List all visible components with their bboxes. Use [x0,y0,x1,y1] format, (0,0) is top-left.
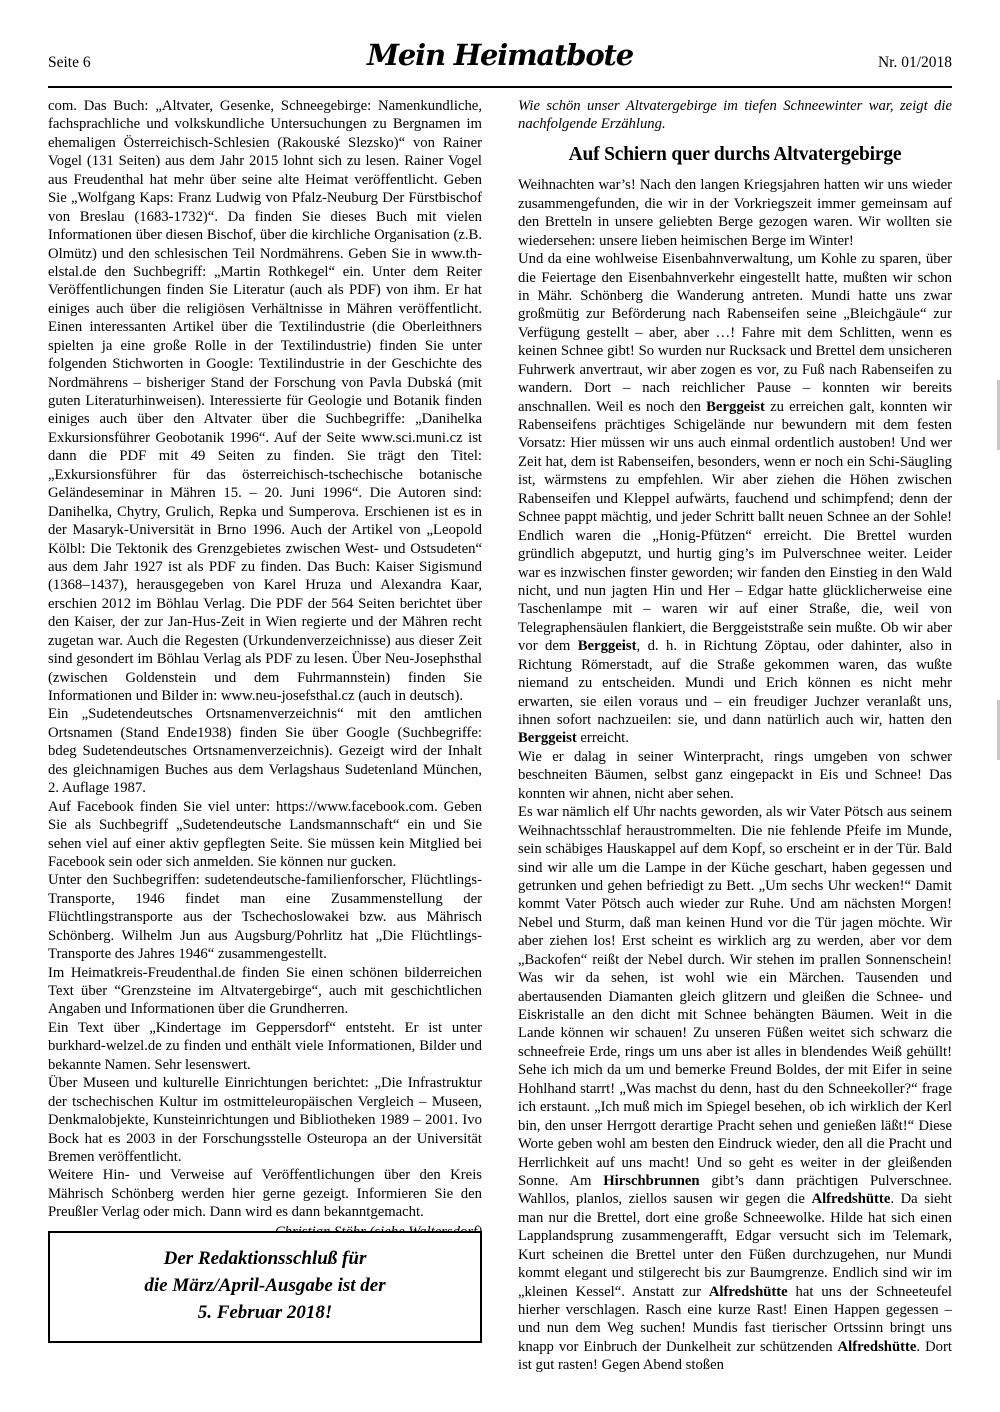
paragraph: Weihnachten war’s! Nach den langen Kriegsjahren hatten wir uns wieder zusammengefunden, die wir in der Vorkriegszeit immer gemeinsam auf den Bretteln in unsere geliebten Berge gezogen waren. Wir wollten sie wiedersehen: unsere lieben heimischen Berge im Winter! [518,177,952,249]
publication-title: Mein Heimatbote [367,38,633,72]
page-number: Seite 6 [48,54,91,71]
issue-number: Nr. 01/2018 [877,54,952,71]
article-intro: Wie schön unser Altvatergebirge im tiefen Schneewinter war, zeigt die nachfolgende Erzählung. [518,98,952,133]
notice-line-1: Der Redaktionsschluß für [163,1248,367,1269]
paragraph: Und da eine wohlweise Eisenbahnverwaltung, um Kohle zu sparen, über die Feiertage den Eisenbahnverkehr eingestellt hatte, mußten wir schon in Mähr. Schönberg die Wanderung antreten. Mundi hatte uns zwar großmütig zur Beförderung nach Rabenseifen seine „Bleichgäule“ zur Verfügung gestellt – aber, aber …! Fahre mit dem Schlitten, wenn es keinen Schnee gibt! So wurden nur Rucksack und Brettel dem unsicheren Fuhrwerk anvertraut, wir aber zogen es vor, zu Fuß nach Rabenseifen zu wandern. Dort – nach reichlicher Pause – konnten wir bereits anschnallen. Weil es noch den Berggeist zu erreichen galt, konnten wir Rabenseifens prächtiges Schigelände nur bewundern mit dem festen Vorsatz: Hier müssen wir uns auch einmal ordentlich austoben! Und wer Zeit hat, dem ist Rabenseifen, besonders, wenn er noch ein Schi-Säugling ist, wärmstens zu empfehlen. Wir aber ziehen die Höhen zwischen Rabenseifen und Kleppel aufwärts, fauchend und schimpfend; denn der Schnee pappt mächtig, und jeder Schritt ballt neuen Schnee an der Sohle! Endlich waren die „Honig-Pfützen“ erreicht. Die Brettel wurden gründlich abgeputzt, und hurtig ging’s im Pulverschnee weiter. Leider war es inzwischen finster geworden; wir fanden den Einstieg in den Wald nicht, und nun jagten Hin und Her – Edgar hatte glücklicherweise eine Taschenlampe mit – waren wir auf einer Straße, die, weil von Telegraphensäulen flankiert, die Berggeiststraße sein mußte. Ob wir aber vor dem Berggeist, d. h. in Richtung Zöptau, oder dahinter, also in Richtung Römerstadt, auf die Straße gekommen waren, das wußte niemand zu entscheiden. Mundi und Erich können es nicht mehr erwarten, sie eilen voraus und – ein freudiger Juchzer veranlaßt uns, ihnen sofort nachzueilen: sie, und dann natürlich auch wir, hatten den Berggeist erreicht. [518,251,952,747]
left-column [48,97,482,1323]
notice-line-2: die März/April-Ausgabe ist der [144,1274,386,1296]
paragraph: Auf Facebook finden Sie viel unter: https://www.facebook.com. Geben Sie als Suchbegriff „Sudetendeutsche Landsmannschaft“ ein und Sie sehen viel auf einer aktiv gepflegten Seite. Sie müssen kein Mitglied bei Facebook sein oder sich anmelden. Sie können nur gucken. [48,798,482,870]
paragraph: Im Heimatkreis-Freudenthal.de finden Sie einen schönen bilderreichen Text über “Grenzsteine im Altvatergebirge“, auch mit geschichtlichen Angaben und Informationen über die Grundherren. [48,964,482,1018]
editorial-deadline-box [48,1231,482,1343]
paragraph: Weitere Hin- und Verweise auf Veröffentlichungen über den Kreis Mährisch Schönberg werden hier gerne gezeigt. Informieren Sie den Preußler Verlag oder mich. Dann wird es dann bekanntgemacht. [48,1167,482,1221]
article-headline: Auf Schiern quer durchs Altvatergebirge [568,143,902,165]
notice-line-3: 5. Februar 2018! [197,1301,333,1323]
paragraph: Unter den Suchbegriffen: sudetendeutsche-familienforscher, Flüchtlings-Transporte, 1946 findet man eine Zusammenstellung der Flüchtlingstransporte aus der Tschechoslowakei bzw. aus Mährisch Schönberg. Wilhelm Jun aus Augsburg/Pohrlitz hat „Die Flüchtlings-Transporte des Jahres 1946“ zusammengestellt. [48,872,482,963]
header-divider [48,86,952,88]
article-columns [48,97,952,1387]
paragraph: Ein Text über „Kindertage im Geppersdorf“ entsteht. Er ist unter burkhard-welzel.de zu finden und enthält viele Informationen, Bilder und bekannte Namen. Sehr lesenswert. [48,1019,482,1073]
paragraph: Wie er dalag in seiner Winterpracht, rings umgeben von schwer beschneiten Bäumen, selbst ganz eingepackt in Eis und Schnee! Das konnten wir ahnen, nicht aber sehen. [518,748,952,802]
paragraph: Es war nämlich elf Uhr nachts geworden, als wir Vater Pötsch aus seinem Weihnachtsschlaf heraustrommelten. Die nie fehlende Pfeife im Munde, sein schäbiges Hauskappel auf dem Kopf, so erscheint er in der Tür. Bald sind wir alle um die Lampe in der Küche geschart, haben gegessen und getrunken und gehen befriedigt zu Bett. „Um sechs Uhr wecken!“ Damit kommt Vater Pötsch auch wieder zur Ruhe. Und am nächsten Morgen! Nebel und Sturm, daß man keinen Hund vor die Tür jagen möchte. Wir aber ziehen los! Erst scheint es wirklich arg zu werden, aber vor dem „Backofen“ reißt der Nebel durch. Wir stehen im prallen Sonnenschein! Was wir da sehen, ist wohl wie ein Märchen. Tausenden und abertausenden Diamanten gleich glitzern und gleißen die Schnee- und Eiskristalle an den dicht mit Schnee behängten Bäumen. Weit in die Lande können wir schauen! Zu unseren Füßen weitet sich schwarz die schneefreie Erde, rings um uns aber ist alles in blendendes Weiß gehüllt! Sehe ich mich da um und bemerke Freund Boldes, der mit Eifer in seine Hohlhand starrt! „Was machst du denn, hast du den Schneekoller?“ frage ich erstaunt. „Ich muß mich im Spiegel besehen, ob ich wirklich der Kerl bin, den unser Herrgott derartige Pracht sehen und genießen läßt!“ Diese Worte geben wohl am besten den Eindruck wieder, den all die Pracht und Herrlichkeit auf uns macht! Und so geht es weiter in der gleißenden Sonne. Am Hirschbrunnen gibt’s dann prächtigen Pulverschnee. Wahllos, planlos, ziellos sausen wir gegen die Alfredshütte. Da sieht man nur die Brettel, dort eine große Schneewolke. Hilde hat sich einen Lapplandsprung zusammengerafft, Edgar versucht sich im Telemark, Kurt scheinen die Brettel unter den Füßen durchzugehen, nur Mundi kommt elegant und stilgerecht bis zur Baumgrenze. Endlich sind wir im „kleinen Kessel“. Anstatt zur Alfredshütte hat uns der Schneeteufel hierher verschlagen. Rasch eine kurze Rast! Einen Happen gegessen – und nun dem Weg suchen! Mundis fast tierischer Ortssinn bringt uns knapp vor Einbruch der Dunkelheit zur schützenden Alfredshütte. Dort ist gut rasten! Gegen Abend stoßen [518,804,953,1374]
paragraph: com. Das Buch: „Altvater, Gesenke, Schneegebirge: Namenkundliche, fachsprachliche und volkskundliche Untersuchungen zu Bergnamen im ehemaligen Österreichisch-Schlesien (Rakouské Slezsko)“ von Rainer Vogel (131 Seiten) aus dem Jahr 2015 lohnt sich zu lesen. Rainer Vogel aus Freudenthal hat mehr über seine alte Heimat veröffentlicht. Geben Sie „Wolfgang Kaps: Franz Ludwig von Pfalz-Neuburg Der Fürstbischof von Breslau (1683-1732)“. Da finden Sie dieses Buch mit vielen Informationen über diesen Bischof, über die kirchliche Organisation (z.B. Olmütz) und den schlesischen Teil Nordmährens. Geben Sie in www.th-elstal.de den Suchbegriff: „Martin Rothkegel“ ein. Unter dem Reiter Veröffentlichungen finden Sie Literatur (auch als PDF) von ihm. Er hat einiges auch über die religiösen Verhältnisse in Mähren veröffentlicht. Einen interessanten Artikel über die Textilindustrie (die Oberleithners spielten ja eine große Rolle in der Textilindustrie) finden Sie unter folgenden Stichworten in Google: Textilindustrie in der Geschichte des Nordmährens – bisheriger Stand der Forschung von Pavla Dubská (mit guten Literaturhinweisen). Interessierte für Geologie und Botanik finden einiges auch über den Altvater über die Suchbegriffe: „Danihelka Exkursionsführer Geobotanik 1996“. Auf der Seite www.sci.muni.cz ist dann die PDF mit 49 Seiten zu finden. Sie trägt den Titel: „Exkursionsführer für das österreichisch-tschechische botanische Geländeseminar in Mähren 15. – 20. Juni 1996“. Die Autoren sind: Danihelka, Chytry, Grulich, Repka und Sumperova. Erschienen ist es in der Masaryk-Universität in Brno 1996. Auch der Artikel von „Leopold Kölbl: Die Tektonik des Grenzgebietes zwischen West- und Ostsudeten“ aus dem Jahr 1927 ist als PDF zu finden. Das Buch: Kaiser Sigismund (1368–1437), herausgegeben von Karel Hruza und Alexandra Kaar, erschien 2012 im Böhlau Verlag. Die PDF der 564 Seiten berichtet über den Kaiser, der zur Jan-Hus-Zeit in Wien regierte und der Mähren recht zugetan war. Auch die Regesten (Urkundenverzeichnisse) aus dieser Zeit sind gesondert im Böhlau Verlag als PDF zu lesen. Über Neu-Josephsthal (zwischen Goldenstein und dem Fuhrmannstein) finden Sie Informationen und Bilder in: www.neu-josefsthal.cz (auch in deutsch). [48,98,482,704]
right-column [518,97,952,1375]
paragraph: Ein „Sudetendeutsches Ortsnamenverzeichnis“ mit den amtlichen Ortsnamen (Stand Ende1938) finden Sie über Google (Suchbegriffe: bdeg Sudetendeutsches Ortsnamenverzeichnis). Gezeigt wird der Inhalt des gleichnamigen Buches aus dem Verlagshaus Sudetenland München, 2. Auflage 1987. [48,706,482,797]
paragraph: Über Museen und kulturelle Einrichtungen berichtet: „Die Infrastruktur der tschechischen Kultur im ostmitteleuropäischen Vergleich – Museen, Denkmalobjekte, Kunsteinrichtungen und Bibliotheken 1989 – 2001. Ivo Bock hat es 2003 in der Forschungsstelle Osteuropa an der Universität Bremen veröffentlicht. [48,1075,482,1165]
masthead [48,38,952,78]
